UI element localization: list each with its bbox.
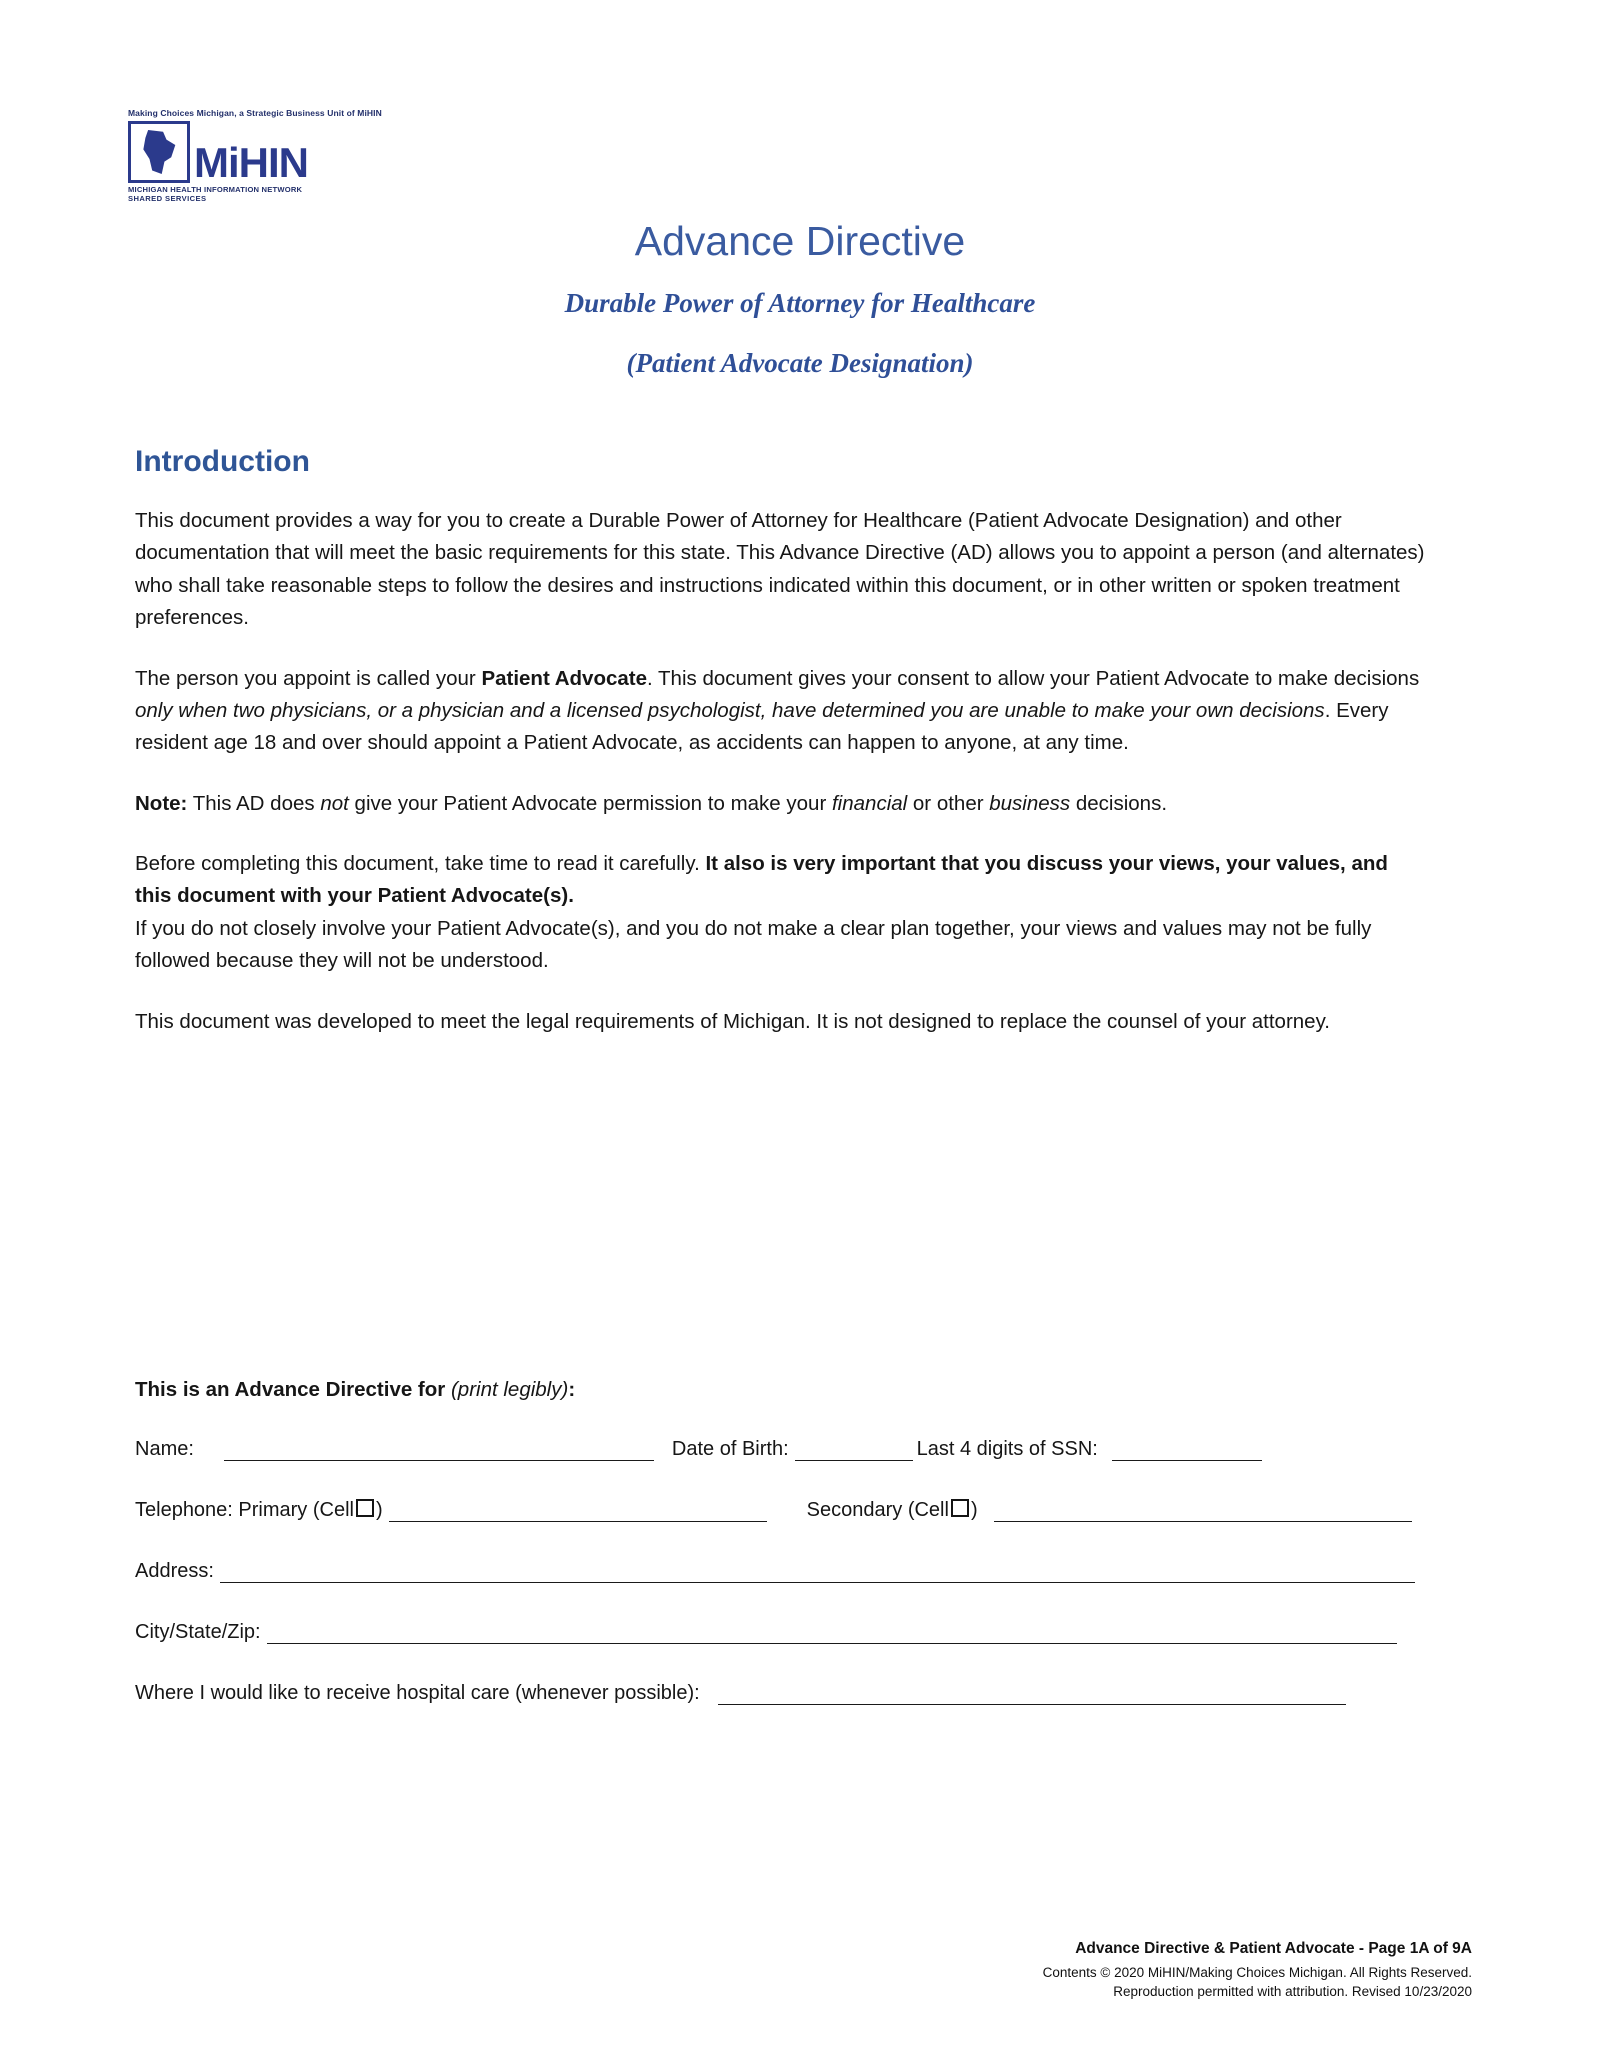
intro-paragraph-6: This document was developed to meet the legal requirements of Michigan. It is not designed to replace the counsel of your attorney. — [135, 1009, 1330, 1033]
citystatezip-input[interactable] — [267, 1626, 1397, 1644]
secondary-phone-label — [807, 1499, 978, 1522]
note-part-a: This AD does — [187, 791, 321, 815]
intro-paragraph-1: This document provides a way for you to create a Durable Power of Attorney for Healthcare (Patient Advocate Designation) and other documentation that will meet the basic requirements for this state. This Advance Directive (AD) allows you to appoint a person (and alternates) who shall take reasonable steps to follow the desires and instructions indicated within this document, or in other written or spoken treatment preferences. — [135, 509, 1425, 630]
michigan-map-icon — [128, 121, 190, 183]
note-part-financial: financial — [831, 791, 908, 815]
logo-tagline: Making Choices Michigan, a Strategic Business Unit of MiHIN — [128, 108, 382, 118]
form-row-address — [135, 1560, 1435, 1583]
p2-part-e: . Every resident age 18 and over should appoint a Patient Advocate, as accidents can happen to anyone, at any time. — [135, 698, 1389, 755]
intro-paragraph-note — [135, 788, 1425, 820]
ssn-input[interactable] — [1112, 1443, 1262, 1461]
primary-phone-input[interactable] — [389, 1504, 767, 1522]
address-input[interactable] — [220, 1565, 1415, 1583]
note-part-e: or other — [907, 791, 990, 815]
mihin-logo — [128, 108, 396, 203]
name-label: Name: — [135, 1438, 194, 1460]
logo-word-hin: HIN — [238, 139, 308, 187]
introduction-section — [135, 445, 1425, 1066]
secondary-phone-input[interactable] — [994, 1504, 1412, 1522]
intro-paragraph-5: If you do not closely involve your Patient Advocate(s), and you do not make a clear plan together, your views and values may not be fully followed because they will not be understood. — [135, 916, 1372, 973]
note-part-business: business — [989, 791, 1071, 815]
hospital-label: Where I would like to receive hospital care (whenever possible): — [135, 1682, 700, 1704]
form-row-telephone — [135, 1499, 1435, 1522]
logo-subtext-shared: SHARED SERVICES — [128, 194, 207, 203]
logo-subtext-network: MICHIGAN HEALTH INFORMATION NETWORK — [128, 185, 303, 194]
note-part-g: decisions. — [1070, 791, 1168, 815]
footer-page-label: Advance Directive & Patient Advocate - Page 1A of 9A — [1075, 1939, 1472, 1957]
note-part-not: not — [320, 791, 349, 815]
page-title: Advance Directive — [634, 218, 966, 264]
patient-information-form — [135, 1378, 1435, 1705]
hospital-input[interactable] — [718, 1687, 1346, 1705]
p4-part-a: Before completing this document, take time to read it carefully. — [135, 852, 706, 875]
logo-wordmark — [194, 139, 308, 187]
form-heading-colon: : — [568, 1378, 576, 1401]
dob-label: Date of Birth: — [671, 1438, 789, 1460]
form-row-citystatezip — [135, 1621, 1435, 1644]
primary-cell-checkbox[interactable] — [356, 1499, 374, 1517]
primary-phone-label-text: Telephone: Primary (Cell — [135, 1499, 354, 1521]
note-part-c: give your Patient Advocate permission to make your — [348, 791, 832, 815]
logo-main — [128, 121, 396, 187]
footer-revision: Reproduction permitted with attribution. Revised 10/23/2020 — [1113, 1984, 1472, 2000]
note-label: Note: — [135, 791, 188, 815]
form-heading — [135, 1378, 1435, 1402]
citystatezip-label: City/State/Zip: — [135, 1621, 261, 1643]
p2-part-italic: only when two physicians, or a physician and a licensed psychologist, have determined you are unable to make your own decisions — [135, 698, 1325, 722]
form-row-hospital — [135, 1682, 1435, 1705]
p2-part-c: . This document gives your consent to allow your Patient Advocate to make decisions — [647, 666, 1420, 690]
p4-part-bold: It also is very important that you discuss your views, your values, and this document with your Patient Advocate(s). — [135, 852, 1388, 908]
address-label: Address: — [135, 1560, 214, 1582]
intro-paragraph-2 — [135, 663, 1425, 760]
form-row-name — [135, 1438, 1435, 1461]
intro-paragraph-4 — [135, 848, 1425, 913]
page-subtitle-secondary: (Patient Advocate Designation) — [626, 348, 974, 378]
secondary-phone-label-text: Secondary (Cell — [806, 1499, 949, 1521]
p2-part-a: The person you appoint is called your — [135, 666, 482, 690]
form-heading-italic: (print legibly) — [450, 1378, 569, 1401]
primary-phone-label — [135, 1499, 383, 1522]
logo-word-mi: Mi — [194, 139, 239, 187]
secondary-phone-label-end: ) — [970, 1499, 978, 1521]
form-heading-bold: This is an Advance Directive for — [135, 1378, 451, 1401]
section-heading-introduction: Introduction — [135, 445, 310, 478]
name-input[interactable] — [224, 1443, 654, 1461]
dob-input[interactable] — [795, 1443, 913, 1461]
primary-phone-label-end: ) — [375, 1499, 383, 1521]
footer-copyright: Contents © 2020 MiHIN/Making Choices Michigan. All Rights Reserved. — [1042, 1964, 1472, 1980]
ssn-label: Last 4 digits of SSN: — [916, 1438, 1098, 1460]
secondary-cell-checkbox[interactable] — [951, 1499, 969, 1517]
page-footer — [1043, 1940, 1472, 2002]
p2-part-bold: Patient Advocate — [481, 666, 647, 690]
page-subtitle: Durable Power of Attorney for Healthcare — [564, 288, 1036, 318]
